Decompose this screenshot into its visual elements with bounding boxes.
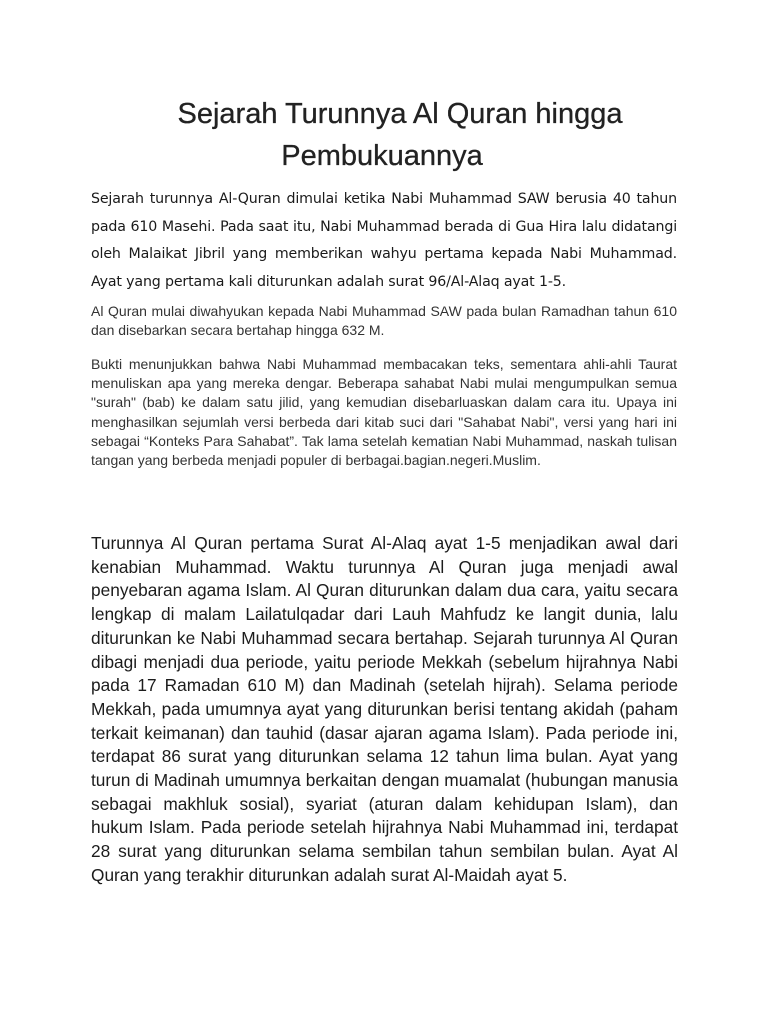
document-title <box>88 93 680 177</box>
intro-paragraph: Sejarah turunnya Al-Quran dimulai ketika Nabi Muhammad SAW berusia 40 tahun pada 610 Masehi. Pada saat itu, Nabi Muhammad berada di Gua Hira lalu didatangi oleh Malaikat Jibril yang memberikan wahyu pertama kepada Nabi Muhammad. Ayat yang pertama kali diturunkan adalah surat 96/Al-Alaq ayat 1-5. <box>91 191 677 290</box>
paragraph-compilation: Bukti menunjukkan bahwa Nabi Muhammad membacakan teks, sementara ahli-ahli Taurat menuliskan apa yang mereka dengar. Beberapa sahabat Nabi mulai mengumpulkan semua "surah" (bab) ke dalam satu jilid, yang kemudian disebarluaskan dalam cara itu. Upaya ini menghasilkan sejumlah versi berbeda dari kitab suci dari "Sahabat Nabi", versi yang hari ini sebagai “Konteks Para Sahabat”. Tak lama setelah kematian Nabi Muhammad, naskah tulisan tangan yang berbeda menjadi populer di berbagai.bagian.negeri.Muslim. <box>91 356 677 469</box>
title-line-1: Sejarah Turunnya Al Quran hingga <box>177 98 623 130</box>
title-line-2: Pembukuannya <box>281 140 483 172</box>
paragraph-revelation-history: Turunnya Al Quran pertama Surat Al-Alaq ayat 1-5 menjadikan awal dari kenabian Muhammad. Waktu turunnya Al Quran juga menjadi awal penyebaran agama Islam. Al Quran diturunkan dalam dua cara, yaitu secara lengkap di malam Lailatulqadar dari Lauh Mahfudz ke langit dunia, lalu diturunkan ke Nabi Muhammad secara bertahap. Sejarah turunnya Al Quran dibagi menjadi dua periode, yaitu periode Mekkah (sebelum hijrahnya Nabi pada 17 Ramadan 610 M) dan Madinah (setelah hijrah). Selama periode Mekkah, pada umumnya ayat yang diturunkan berisi tentang akidah (paham terkait keimanan) dan tauhid (dasar ajaran agama Islam). Pada periode ini, terdapat 86 surat yang diturunkan selama 12 tahun lima bulan. Ayat yang turun di Madinah umumnya berkaitan dengan muamalat (hubungan manusia sebagai makhluk sosial), syariat (aturan dalam kehidupan Islam), dan hukum Islam. Pada periode setelah hijrahnya Nabi Muhammad ini, terdapat 28 surat yang diturunkan selama sembilan tahun sembilan bulan. Ayat Al Quran yang terakhir diturunkan adalah surat Al-Maidah ayat 5. <box>91 533 678 885</box>
paragraph-revelation-period: Al Quran mulai diwahyukan kepada Nabi Muhammad SAW pada bulan Ramadhan tahun 610 dan disebarkan secara bertahap hingga 632 M. <box>91 303 677 339</box>
